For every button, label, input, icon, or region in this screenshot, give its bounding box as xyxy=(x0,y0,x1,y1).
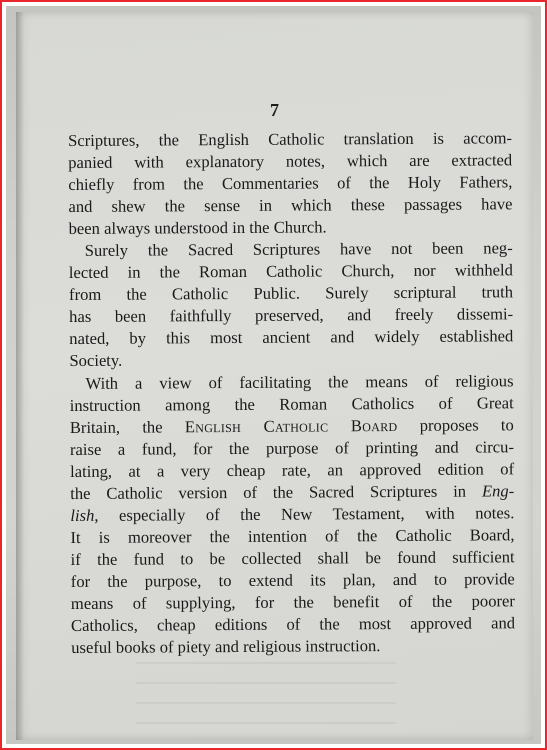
text-line: lected in the Roman Catholic Church, nor withheld xyxy=(68,260,513,283)
text-line: lating, at a very cheap rate, an approved edition of xyxy=(70,458,515,481)
text-line: Scriptures, the English Catholic translation is accom- xyxy=(68,128,513,150)
text-line: from the Catholic Public. Surely scriptural truth xyxy=(68,282,514,305)
show-through-text xyxy=(136,662,396,732)
text-line: instruction among the Roman Catholics of Great xyxy=(69,392,514,415)
paragraph-1 xyxy=(68,127,513,240)
text-line: chiefly from the Commentaries of the Holy Fathers, xyxy=(68,172,513,195)
page-edge-shadow xyxy=(16,12,24,740)
book-page xyxy=(16,12,533,740)
text-line: means of supplying, for the benefit of the poorer xyxy=(70,591,515,613)
text-line: been always understood in the Church. xyxy=(68,217,327,239)
text-line: and shew the sense in which these passages have xyxy=(68,194,513,217)
text-run: proposes to xyxy=(397,414,514,435)
text-line xyxy=(70,480,514,505)
text-line: nated, by this most ancient and widely established xyxy=(69,326,514,349)
text-line: With a view of facilitating the means of religious xyxy=(85,370,514,393)
text-line: It is moreover the intention of the Catholic Board, xyxy=(70,525,515,547)
text-run: the Catholic version of the Sacred Scriptures in xyxy=(70,481,483,503)
body-text xyxy=(68,127,515,659)
board-name-small-caps: English Catholic Board xyxy=(184,415,398,436)
text-line: has been faithfully preserved, and freely dissemi- xyxy=(69,304,514,327)
book-photo xyxy=(6,6,541,744)
text-line: raise a fund, for the purpose of printing and circu- xyxy=(69,436,514,459)
paragraph-2 xyxy=(69,238,514,373)
text-line: Catholics, cheap editions of the most approved and xyxy=(70,613,516,636)
text-line xyxy=(70,502,514,527)
paragraph-3 xyxy=(69,370,515,659)
italic-text: Eng- xyxy=(481,481,515,501)
text-line xyxy=(70,414,514,439)
text-line: useful books of piety and religious instruction. xyxy=(71,636,381,658)
text-line: if the fund to be collected shall be found sufficient xyxy=(70,547,515,569)
text-line: for the purpose, to extend its plan, and to provide xyxy=(70,569,515,591)
italic-text: lish xyxy=(70,505,95,525)
text-run: Britain, the xyxy=(69,416,185,437)
text-line: Society. xyxy=(69,351,123,371)
text-run: , especially of the New Testament, with notes. xyxy=(94,503,515,525)
text-line: panied with explanatory notes, which are extracted xyxy=(68,150,513,173)
text-line: Surely the Sacred Scriptures have not been neg- xyxy=(84,238,513,261)
page-number: 7 xyxy=(270,100,279,120)
